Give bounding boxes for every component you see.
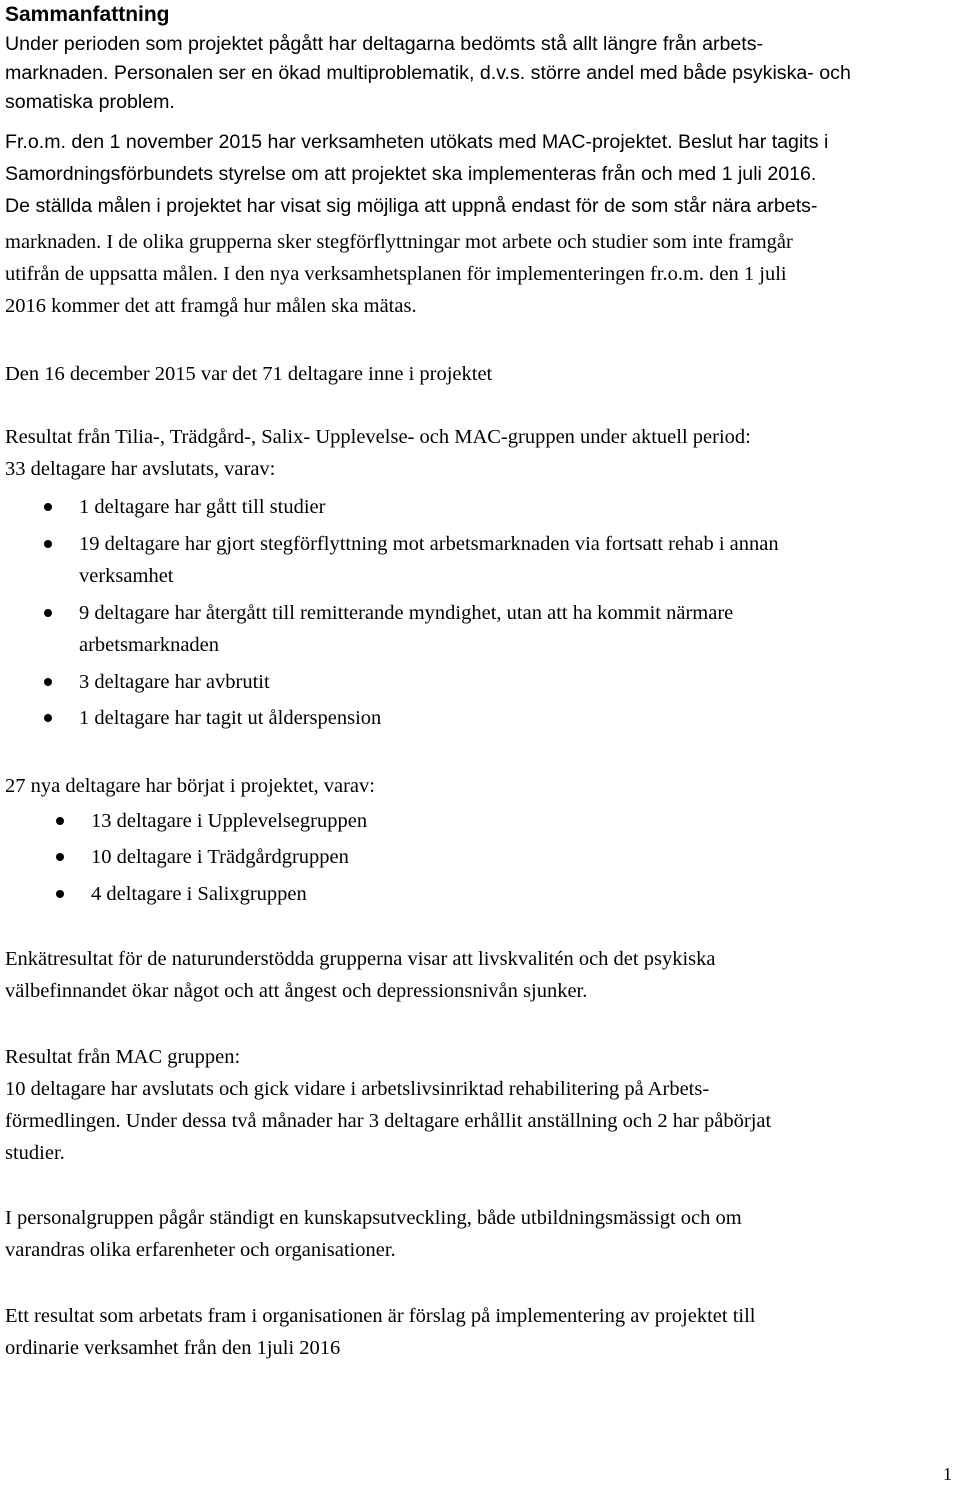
- text-line: 2016 kommer det att framgå hur målen ska mätas.: [5, 295, 417, 317]
- text-line: Under perioden som projektet pågått har deltagarna bedömts stå allt längre från arbets-: [5, 33, 764, 55]
- text-line: 10 deltagare har avslutats och gick vidare i arbetslivsinriktad rehabilitering på Arbets-: [5, 1078, 710, 1100]
- summary-paragraph-2: [5, 128, 828, 224]
- text-line: välbefinnandet ökar något och att ångest och depressionsnivån sjunker.: [5, 980, 588, 1002]
- staff-paragraph: [5, 1202, 742, 1266]
- new-participants-label: 27 nya deltagare har börjat i projektet, varav:: [5, 775, 375, 797]
- page-number: 1: [943, 1464, 952, 1484]
- text-line: Resultat från Tilia-, Trädgård-, Salix- Upplevelse- och MAC-gruppen under aktuell period:: [5, 426, 751, 448]
- text-line: ordinarie verksamhet från den 1juli 2016: [5, 1337, 341, 1359]
- list-item: 9 deltagare har återgått till remitterande myndighet, utan att ha kommit närmare arbetsmarknaden: [5, 597, 779, 666]
- text-line: De ställda målen i projektet har visat sig möjliga att uppnå endast för de som står nära arbets-: [5, 195, 818, 217]
- text-line: varandras olika erfarenheter och organisationer.: [5, 1239, 396, 1261]
- text-line: utifrån de uppsatta målen. I den nya verksamhetsplanen för implementeringen fr.o.m. den 1 juli: [5, 263, 787, 285]
- text-line: förmedlingen. Under dessa två månader har 3 deltagare erhållit anställning och 2 har påbörjat: [5, 1110, 772, 1132]
- list-item: 13 deltagare i Upplevelsegruppen: [5, 805, 367, 841]
- text-line: marknaden. Personalen ser en ökad multiproblematik, d.v.s. större andel med både psykiska- och: [5, 62, 851, 84]
- text-line: Samordningsförbundets styrelse om att projektet ska implementeras från och med 1 juli 2016.: [5, 163, 817, 185]
- results-intro: [5, 421, 751, 485]
- outcome-paragraph: [5, 1300, 756, 1364]
- section-heading: Sammanfattning: [5, 3, 170, 26]
- text-line: studier.: [5, 1142, 65, 1164]
- text-line: somatiska problem.: [5, 91, 175, 113]
- finished-list: [5, 491, 779, 734]
- list-item: 19 deltagare har gjort stegförflyttning mot arbetsmarknaden via fortsatt rehab i annan verksamhet: [5, 528, 779, 597]
- finished-label: 33 deltagare har avslutats, varav:: [5, 458, 276, 480]
- participants-note: Den 16 december 2015 var det 71 deltagare inne i projektet: [5, 363, 493, 385]
- list-item: 4 deltagare i Salixgruppen: [5, 878, 367, 910]
- summary-paragraph-2-continued: [5, 226, 793, 322]
- text-line: Ett resultat som arbetats fram i organisationen är förslag på implementering av projektet till: [5, 1305, 756, 1327]
- bullet-icon: [44, 503, 52, 511]
- bullet-icon: [56, 817, 64, 825]
- text-line: I personalgruppen pågår ständigt en kunskapsutveckling, både utbildningsmässigt och om: [5, 1207, 742, 1229]
- bullet-icon: [56, 853, 64, 861]
- text-line: Fr.o.m. den 1 november 2015 har verksamheten utökats med MAC-projektet. Beslut har tagits i: [5, 131, 829, 153]
- text-line: marknaden. I de olika grupperna sker stegförflyttningar mot arbete och studier som inte framgår: [5, 231, 793, 253]
- bullet-icon: [44, 678, 52, 686]
- bullet-icon: [56, 890, 64, 898]
- bullet-icon: [44, 714, 52, 722]
- text-line: Resultat från MAC gruppen:: [5, 1046, 241, 1068]
- bullet-icon: [44, 540, 52, 548]
- list-item: 1 deltagare har tagit ut ålderspension: [5, 702, 779, 734]
- survey-paragraph: [5, 943, 715, 1007]
- list-item: 1 deltagare har gått till studier: [5, 491, 779, 528]
- mac-results-paragraph: [5, 1041, 771, 1169]
- bullet-icon: [44, 609, 52, 617]
- list-item: 10 deltagare i Trädgårdgruppen: [5, 841, 367, 878]
- list-item: 3 deltagare har avbrutit: [5, 666, 779, 702]
- text-line: Enkätresultat för de naturunderstödda grupperna visar att livskvalitén och det psykiska: [5, 948, 716, 970]
- new-participants-list: [5, 805, 367, 910]
- summary-paragraph-1: [5, 30, 851, 117]
